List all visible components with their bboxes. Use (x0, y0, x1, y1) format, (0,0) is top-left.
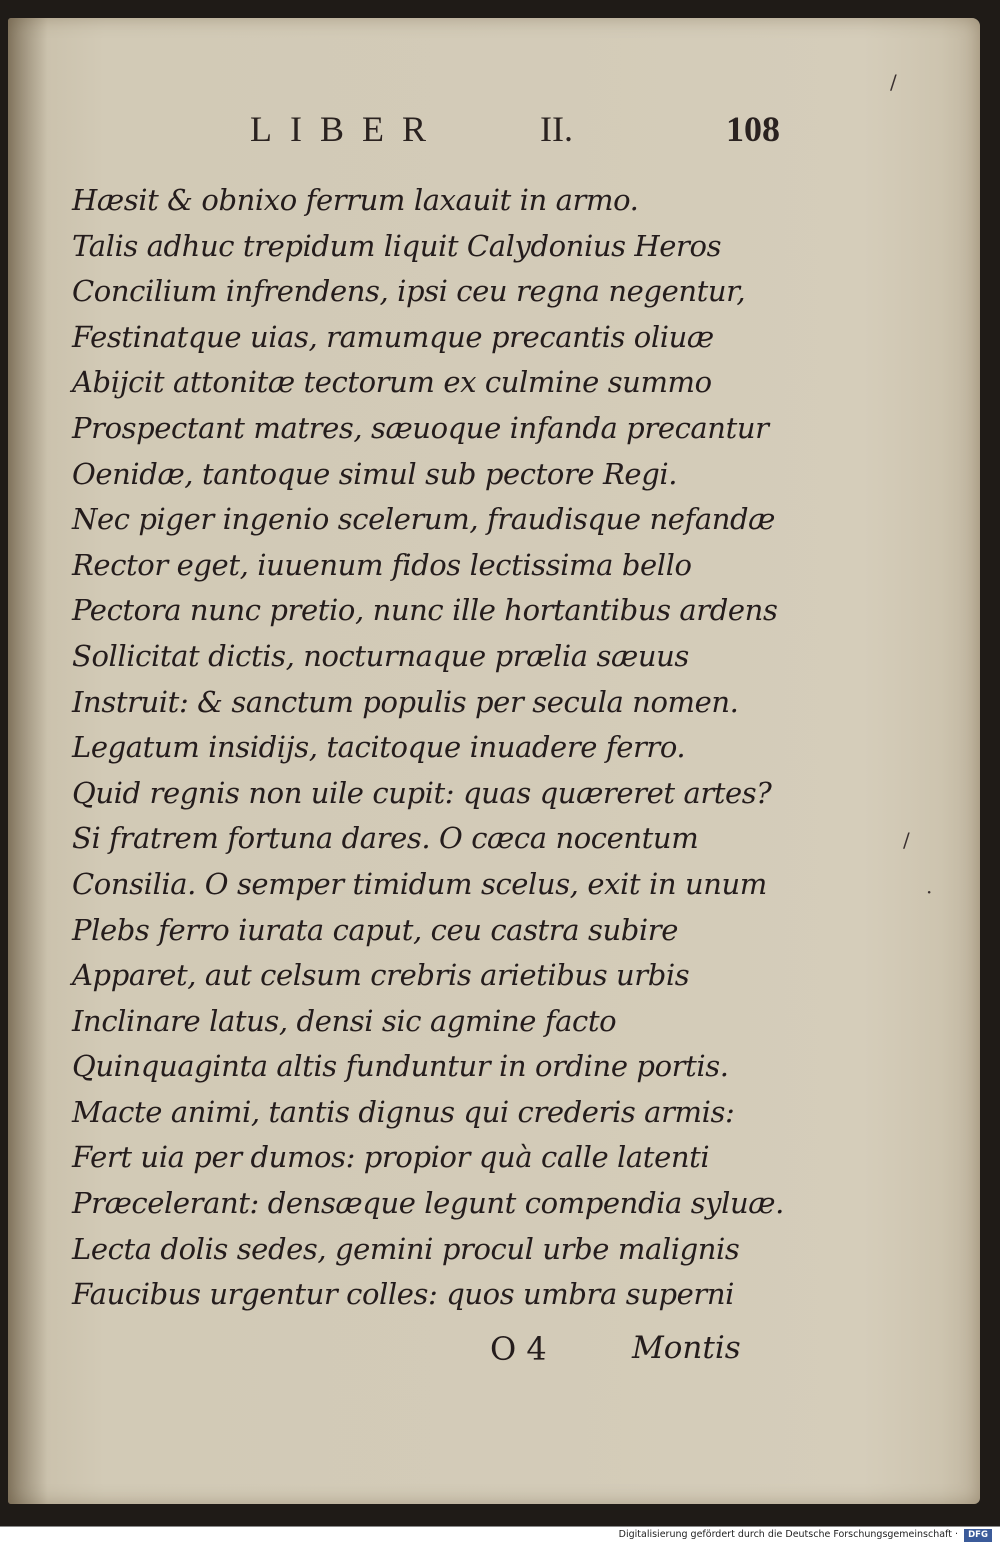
verse-line: Abijcit attonitæ tectorum ex culmine summo (72, 365, 712, 400)
verse-line: Oenidæ, tantoque simul sub pectore Regi. (72, 456, 678, 491)
running-head-title: LIBER (250, 109, 444, 149)
funding-notice-text: Digitalisierung gefördert durch die Deutsche Forschungsgemeinschaft · (618, 1529, 958, 1540)
verse-line: Si fratrem fortuna dares. O cæca nocentum (72, 821, 699, 856)
verse-line: Macte animi, tantis dignus qui crederis armis: (72, 1094, 735, 1129)
stray-ink-mark: / (890, 70, 897, 94)
verse-line: Plebs ferro iurata caput, ceu castra subire (72, 912, 679, 947)
verse-line: Sollicitat dictis, nocturnaque prælia sæuus (72, 638, 689, 673)
signature-mark: O 4 (490, 1330, 547, 1368)
verse-line: Festinatque uias, ramumque precantis oliuæ (72, 319, 714, 354)
verse-line: Consilia. O semper timidum scelus, exit in unum (72, 866, 767, 901)
verse-line: Hæsit & obnixo ferrum laxauit in armo. (72, 183, 639, 217)
verse-line: Præcelerant: densæque legunt compendia syluæ. (72, 1186, 784, 1221)
verse-line: Quid regnis non uile cupit: quas quæreret artes? (72, 775, 772, 810)
stray-ink-mark: / (903, 828, 910, 852)
page-footer (490, 1330, 750, 1378)
verse-line: Apparet, aut celsum crebris arietibus urbis (72, 958, 690, 993)
stray-ink-mark: · (926, 880, 933, 904)
verse-line: Concilium infrendens, ipsi ceu regna negentur, (72, 274, 746, 309)
catchword: Montis (632, 1330, 741, 1366)
verse-line: Fert uia per dumos: propior quà calle latenti (72, 1140, 710, 1175)
verse-line: Legatum insidijs, tacitoque inuadere ferro. (72, 730, 686, 765)
verse-line: Quinquaginta altis funduntur in ordine portis. (72, 1049, 729, 1084)
folio-number: 108 (726, 109, 780, 149)
funding-notice-bar (0, 1526, 1000, 1545)
verse-line: Prospectant matres, sæuoque infanda precantur (72, 410, 769, 445)
verse-line: Rector eget, iuuenum fidos lectissima bello (72, 547, 692, 582)
verse-line: Nec piger ingenio scelerum, fraudisque nefandæ (72, 502, 776, 537)
verse-line: Talis adhuc trepidum liquit Calydonius Heros (72, 228, 722, 263)
verse-line: Inclinare latus, densi sic agmine facto (72, 1003, 617, 1038)
verse-line: Faucibus urgentur colles: quos umbra superni (72, 1277, 735, 1312)
verse-line: Lecta dolis sedes, gemini procul urbe malignis (72, 1231, 740, 1266)
running-head-book-number: II. (540, 109, 573, 149)
spine-shadow (8, 18, 48, 1504)
verse-line: Pectora nunc pretio, nunc ille hortantibus ardens (72, 593, 778, 628)
verse-text-block (72, 178, 784, 1318)
running-head (250, 108, 780, 158)
dfg-logo: DFG (964, 1529, 992, 1542)
verse-line: Instruit: & sanctum populis per secula nomen. (72, 684, 739, 719)
